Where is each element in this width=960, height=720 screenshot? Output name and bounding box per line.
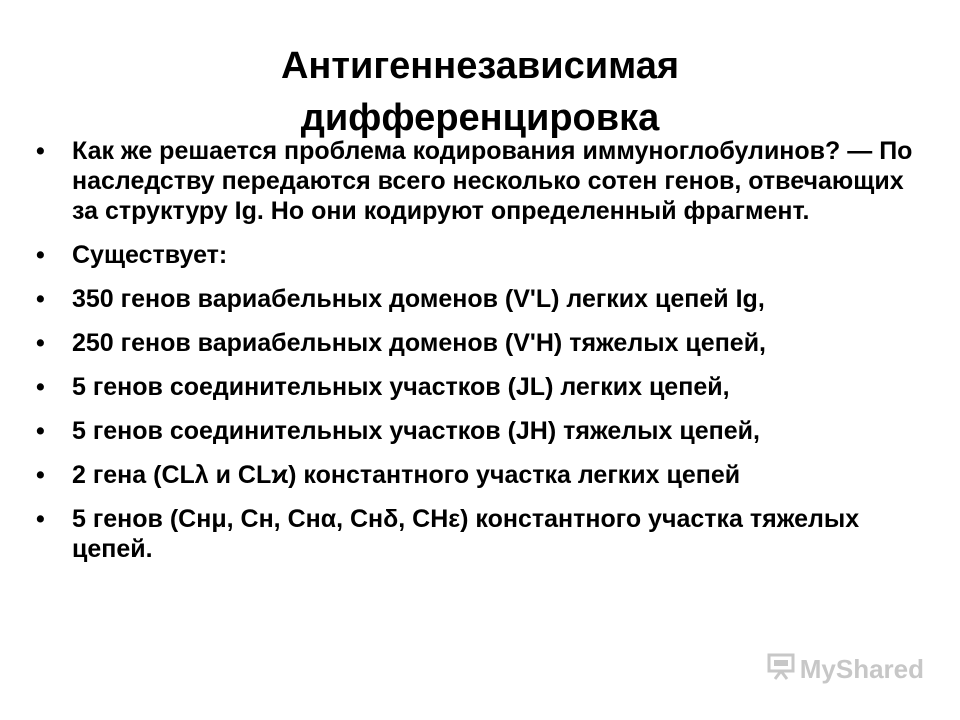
bullet-dot: •	[36, 285, 45, 313]
bullet-text: Существует:	[72, 241, 228, 269]
bullet-item	[36, 328, 936, 358]
slide-title-line-1: Антигеннезависимая	[280, 45, 680, 87]
bullet-dot: •	[36, 137, 45, 165]
bullet-item	[36, 460, 936, 490]
bullet-dot: •	[36, 417, 45, 445]
bullet-text: 5 генов соединительных участков (JL) легких цепей,	[72, 373, 730, 401]
watermark	[766, 651, 924, 688]
bullet-dot: •	[36, 241, 45, 269]
bullet-item	[36, 284, 936, 314]
bullet-text: Как же решается проблема кодирования иммуноглобулинов? — По наследству передаются всего несколько сотен генов, отвечающих за структуру Ig. Но они кодируют определенный фрагмент.	[72, 137, 913, 225]
bullet-item	[36, 504, 936, 564]
bullet-item	[36, 372, 936, 402]
slide-title-line-2: дифференцировка	[300, 97, 660, 139]
bullet-text: 5 генов (Снμ, Сн, Снα, Снδ, СНε) константного участка тяжелых цепей.	[72, 505, 860, 563]
bullet-item	[36, 136, 936, 226]
bullet-dot: •	[36, 461, 45, 489]
bullet-item	[36, 240, 936, 270]
bullet-list	[36, 136, 936, 578]
bullet-text: 250 генов вариабельных доменов (V'H) тяжелых цепей,	[72, 329, 767, 357]
bullet-text: 5 генов соединительных участков (JH) тяжелых цепей,	[72, 417, 760, 445]
presentation-board-icon	[766, 651, 800, 688]
bullet-text: 350 генов вариабельных доменов (V'L) легких цепей Ig,	[72, 285, 765, 313]
bullet-item	[36, 416, 936, 446]
bullet-dot: •	[36, 505, 45, 533]
bullet-text: 2 гена (CLλ и CLϰ) константного участка легких цепей	[72, 461, 741, 489]
watermark-text: MyShared	[799, 654, 924, 684]
bullet-dot: •	[36, 329, 45, 357]
bullet-dot: •	[36, 373, 45, 401]
